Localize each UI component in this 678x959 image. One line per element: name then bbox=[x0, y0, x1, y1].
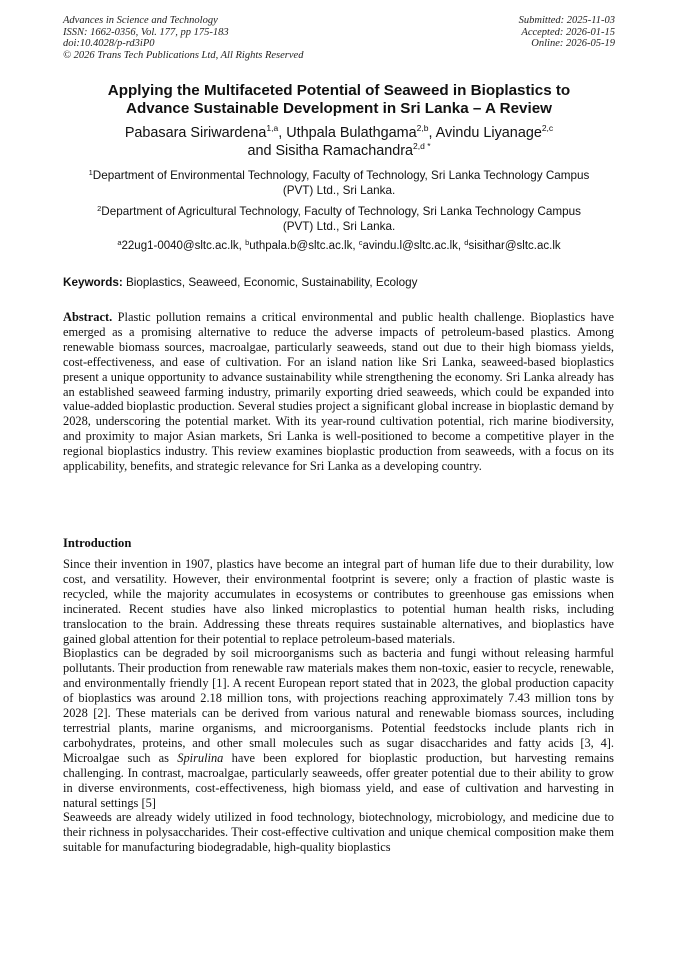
author-superscript: 2,c bbox=[541, 123, 554, 133]
affiliation-text: Department of Environmental Technology, Faculty of Technology, Sri Lanka Technology Campus bbox=[92, 169, 590, 182]
doi: doi:10.4028/p-rd3iP0 bbox=[63, 38, 155, 50]
paragraph bbox=[63, 646, 614, 810]
paper-title bbox=[60, 82, 618, 118]
email-separator: , bbox=[352, 240, 359, 252]
issn: ISSN: 1662-0356, Vol. 177, pp 175-183 bbox=[63, 26, 229, 38]
copyright: © 2026 Trans Tech Publications Ltd, All Rights Reserved bbox=[63, 49, 304, 61]
author-line-2 bbox=[60, 142, 618, 160]
paragraph: Seaweeds are already widely utilized in food technology, biotechnology, microbiology, and medicine due to their richness in polysaccharides. Their cost-effective cultivation and unique chemical composition make them suitable for manufacturing biodegradable, high-quality bioplastics bbox=[63, 810, 614, 855]
affiliation-number: 1 bbox=[88, 168, 93, 177]
author-superscript: 2,d * bbox=[413, 141, 431, 151]
submitted-date: Submitted: 2025-11-03 bbox=[518, 15, 615, 26]
introduction-body bbox=[63, 557, 614, 855]
author-name: Pabasara Siriwardena bbox=[124, 125, 267, 141]
email-superscript: d bbox=[464, 238, 469, 247]
author-superscript: 2,b bbox=[416, 123, 429, 133]
email-superscript: c bbox=[358, 238, 363, 247]
introduction-heading: Introduction bbox=[63, 536, 132, 550]
author-line-1 bbox=[60, 124, 618, 142]
title-line-1: Applying the Multifaceted Potential of Seaweed in Bioplastics to bbox=[107, 82, 571, 99]
paragraph: Since their invention in 1907, plastics have become an integral part of human life due to their durability, low cost, and versatility. However, their environmental footprint is severe; only a fraction of plastic waste is recycled, while the majority accumulates in ecosystems or contributes to greenhouse gas emissions when incinerated. Recent studies have also linked microplastics to potential human health risks, including translocation to the brain. Addressing these threats requires sustainable alternatives, and bioplastics have gained global attention for their potential to replace petroleum-based materials. bbox=[63, 557, 614, 646]
affiliation-1 bbox=[63, 168, 615, 198]
keywords-label: Keywords: bbox=[63, 276, 123, 289]
publication-dates bbox=[519, 15, 615, 50]
author-name: and Sisitha Ramachandra bbox=[247, 143, 414, 159]
affiliation-2 bbox=[63, 204, 615, 234]
author-separator: , bbox=[278, 125, 287, 141]
affiliation-text: Department of Agricultural Technology, Faculty of Technology, Sri Lanka Technology Campus bbox=[101, 205, 581, 218]
author-list bbox=[60, 124, 618, 160]
affiliation-line: (PVT) Ltd., Sri Lanka. bbox=[282, 220, 396, 233]
affiliation-line bbox=[63, 204, 615, 219]
paragraph-text: Bioplastics can be degraded by soil microorganisms such as bacteria and fungi without releasing harmful pollutants. Their production from renewable raw materials makes them non-toxic, easier to recycle, renewable, and environmentally friendly [1]. A recent European report stated that in 2023, the global production capacity of bioplastics was around 2.18 million tons, with projections reaching approximately 7.43 million tons by 2028 [2]. These materials can be derived from various natural and renewable biomass sources, including terrestrial plants, marine organisms, and microorganisms. Potential feedstocks include plants rich in carbohydrates, proteins, and other small molecules such as sugar disaccharides and fatty acids [3, 4]. Microalgae such as bbox=[63, 646, 614, 765]
author-name: Uthpala Bulathgama bbox=[286, 125, 417, 141]
email-separator: , bbox=[238, 240, 246, 252]
affiliation-line: (PVT) Ltd., Sri Lanka. bbox=[282, 184, 396, 197]
email-link[interactable]: uthpala.b@sltc.ac.lk bbox=[249, 240, 353, 252]
online-date: Online: 2026-05-19 bbox=[531, 38, 615, 50]
email-link[interactable]: sisithar@sltc.ac.lk bbox=[468, 240, 561, 252]
email-list bbox=[63, 239, 615, 254]
accepted-date: Accepted: 2026-01-15 bbox=[521, 26, 615, 38]
abstract-text: Plastic pollution remains a critical environmental and public health challenge. Bioplastics have emerged as a promising alternative to reduce the adverse impacts of petroleum-based plastics. Among renewable biomass sources, macroalgae, particularly seaweeds, stand out due to their high biomass yields, cost-effectiveness, and ease of cultivation. For an island nation like Sri Lanka, seaweed-based bioplastics present a unique opportunity to advance sustainability while strengthening the economy. Sri Lanka already has an established seaweed farming industry, primarily exporting dried seaweeds, which could be expanded into value-added bioplastic production. Several studies project a significant global increase in bioplastic demand by 2028, underscoring the potential market. With its year-round cultivation potential, rich marine biodiversity, and proximity to major Asian markets, Sri Lanka is well-positioned to become a competitive player in the regional bioplastics industry. This review examines bioplastic production from seaweeds, with a focus on its applicability, benefits, and strategic relevance for Sri Lanka as a developing country. bbox=[63, 310, 614, 474]
affiliation-line bbox=[63, 168, 615, 183]
email-separator: , bbox=[457, 240, 465, 252]
abstract bbox=[63, 310, 614, 474]
species-name: Spirulina bbox=[177, 750, 224, 765]
email-link[interactable]: avindu.l@sltc.ac.lk bbox=[362, 240, 458, 252]
title-line-2: Advance Sustainable Development in Sri Lanka – A Review bbox=[126, 100, 552, 117]
keywords-text: Bioplastics, Seaweed, Economic, Sustainability, Ecology bbox=[122, 276, 418, 289]
journal-info bbox=[63, 15, 303, 61]
author-separator: , bbox=[428, 125, 436, 141]
email-superscript: a bbox=[117, 238, 122, 247]
journal-name: Advances in Science and Technology bbox=[63, 15, 218, 26]
keywords bbox=[63, 275, 615, 290]
affiliation-number: 2 bbox=[97, 204, 102, 213]
author-superscript: 1,a bbox=[266, 123, 279, 133]
email-link[interactable]: 22ug1-0040@sltc.ac.lk bbox=[121, 240, 239, 252]
abstract-label: Abstract. bbox=[63, 310, 113, 324]
paragraph-text: have been explored for bioplastic production, but harvesting remains challenging. In contrast, macroalgae, particularly seaweeds, offer greater potential due to their ability to grow in diverse environments, cost-effectiveness, high biomass yield, and ease of cultivation and harvesting in natural settings [5] bbox=[63, 750, 614, 810]
email-superscript: b bbox=[245, 238, 250, 247]
author-name: Avindu Liyanage bbox=[435, 125, 542, 141]
journal-header bbox=[63, 15, 615, 65]
